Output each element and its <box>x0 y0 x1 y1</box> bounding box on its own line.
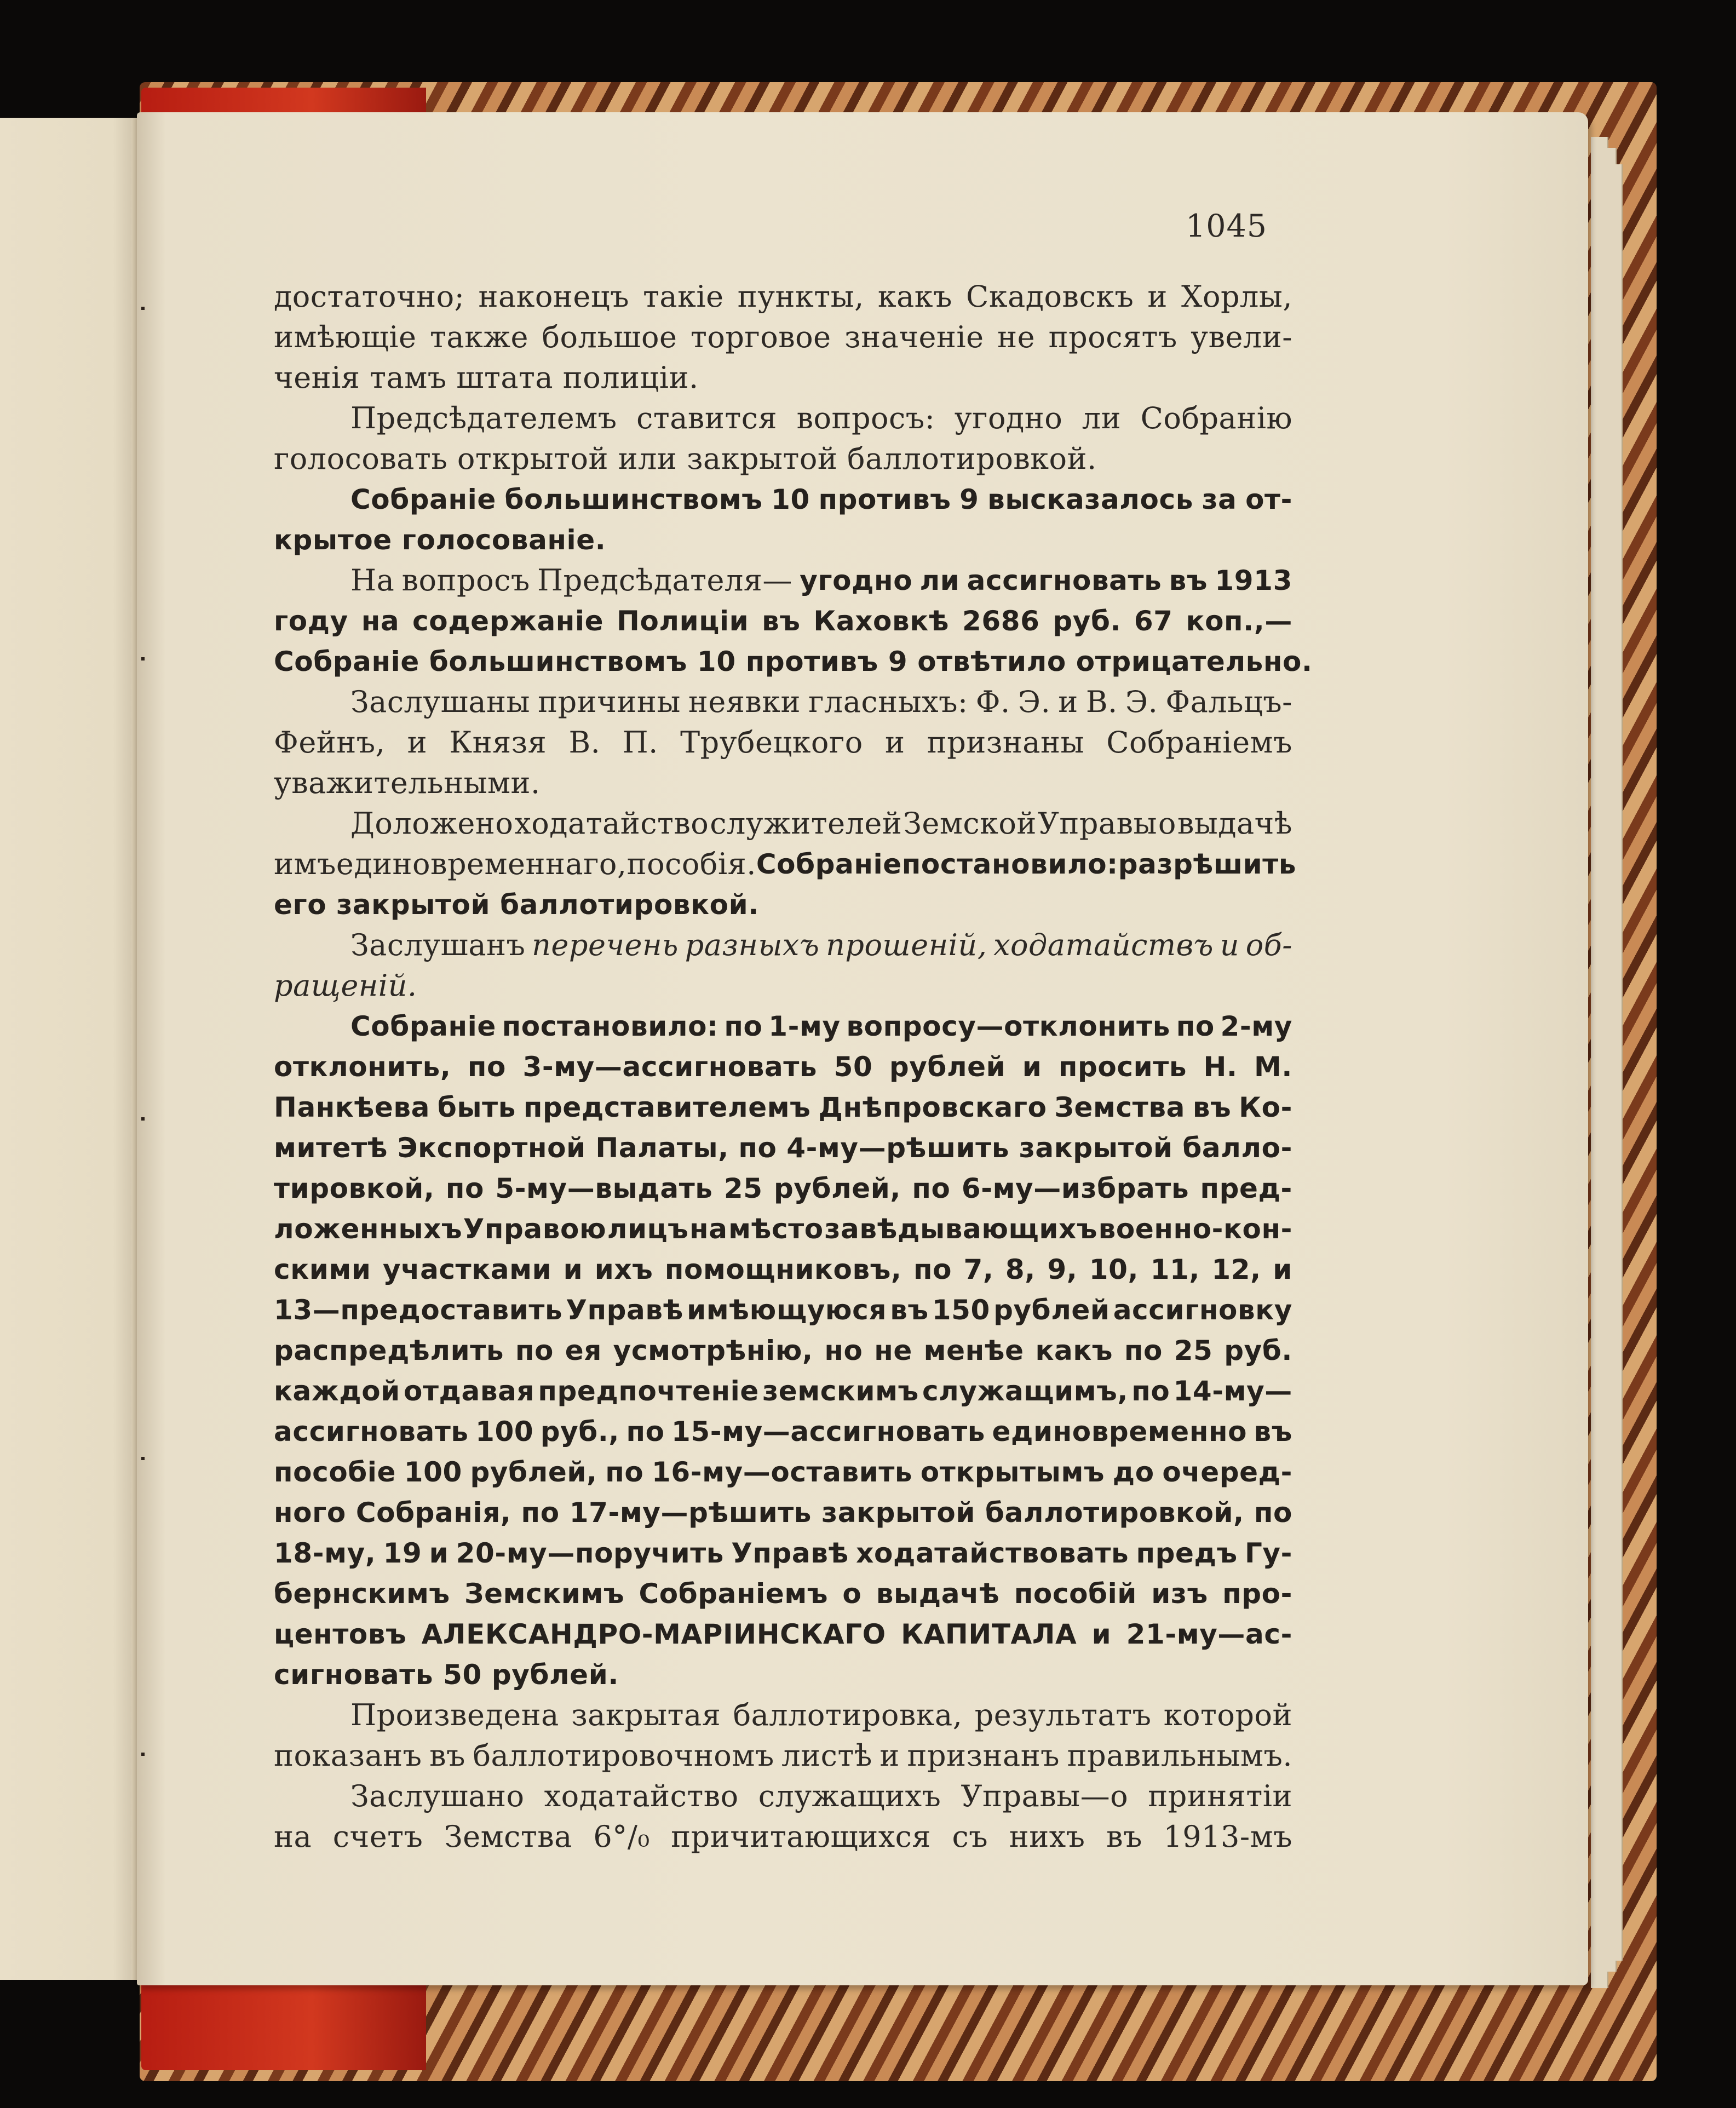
word: военно-кон- <box>1098 1213 1292 1245</box>
word: очеред- <box>1162 1456 1292 1488</box>
word: П. <box>622 725 658 760</box>
word: каждой <box>274 1375 400 1407</box>
word: за <box>1202 484 1237 515</box>
text-line <box>274 277 1292 317</box>
word: быть <box>437 1092 516 1123</box>
word: 11, <box>1150 1254 1200 1285</box>
word: 50 <box>833 1051 873 1083</box>
word: Трубецкого <box>680 725 863 760</box>
word: Фейнъ, <box>274 725 386 760</box>
word: на <box>274 1819 312 1854</box>
word: лицъ <box>607 1213 689 1245</box>
word: по <box>515 1335 554 1366</box>
word: ставится <box>636 401 778 435</box>
word: въ <box>762 605 801 637</box>
word: по <box>467 1051 506 1083</box>
word: Земства <box>444 1819 572 1854</box>
word: въ <box>890 1294 929 1326</box>
word: Гу- <box>1244 1537 1292 1569</box>
word: центовъ <box>274 1618 407 1650</box>
word: имѣющуюся <box>687 1294 887 1326</box>
word: по <box>1254 1497 1292 1529</box>
word: менѣе <box>923 1335 1024 1366</box>
word: Экспортной <box>397 1132 586 1164</box>
word: и <box>885 725 905 760</box>
word: В. <box>568 725 601 760</box>
word: ходатайствовать <box>856 1537 1129 1569</box>
word: на <box>689 1213 728 1245</box>
body-text <box>274 277 1313 1857</box>
word: мѣсто <box>728 1213 824 1245</box>
text-line <box>274 1695 1292 1736</box>
text-line <box>274 1249 1292 1290</box>
word: и <box>429 1537 449 1569</box>
word: въ <box>1254 1416 1292 1448</box>
word: единовременно <box>992 1416 1248 1448</box>
word: На <box>350 563 395 598</box>
word: Князя <box>449 725 547 760</box>
word: ходатайство <box>514 806 709 841</box>
word: Палаты, <box>595 1132 729 1164</box>
word: баллотировкой, <box>985 1497 1244 1529</box>
text-line <box>274 439 1292 479</box>
word: большое <box>542 320 677 354</box>
word: признанъ <box>907 1738 1060 1773</box>
word: участками <box>382 1254 552 1285</box>
text-line <box>274 1573 1292 1614</box>
word: по <box>1176 1010 1215 1042</box>
word: гласныхъ: <box>808 685 968 719</box>
text-line <box>274 1736 1292 1776</box>
word: 19 <box>383 1537 422 1569</box>
word: представителемъ <box>523 1092 811 1123</box>
word: листѣ <box>781 1738 872 1773</box>
word: большинствомъ <box>504 484 763 515</box>
text-line <box>274 925 1292 966</box>
binding-thread <box>141 1117 145 1121</box>
word: просить <box>1058 1051 1187 1083</box>
word: имѣющіе <box>274 320 417 354</box>
word: ного <box>274 1497 346 1529</box>
word: Собраніемъ <box>639 1578 829 1610</box>
word: пособія. <box>626 847 756 881</box>
word: закрытая <box>571 1698 721 1732</box>
binding-thread <box>141 307 145 310</box>
word: Управою <box>463 1213 607 1245</box>
word: служащихъ <box>758 1779 941 1813</box>
text-line <box>274 884 1292 925</box>
text-line <box>274 1209 1292 1249</box>
word: разрѣшить <box>1118 848 1297 880</box>
word: постановило: <box>901 848 1118 880</box>
previous-page <box>0 118 141 1980</box>
text-line <box>274 763 1292 803</box>
word: Ф. <box>975 685 1010 719</box>
word: 1-му <box>768 1010 841 1042</box>
word: 6°/₀ <box>593 1819 650 1854</box>
word: перечень <box>532 928 679 962</box>
word: про- <box>1222 1578 1292 1610</box>
word: 67 <box>1134 605 1173 637</box>
word: усмотрѣнію, <box>613 1335 813 1366</box>
word: признаны <box>927 725 1084 760</box>
word: ассигновать <box>274 1416 469 1448</box>
word: принятіи <box>1148 1779 1292 1813</box>
word: Э. <box>1125 685 1158 719</box>
word: отклонить, <box>274 1051 451 1083</box>
word: 12, <box>1211 1254 1261 1285</box>
word: не <box>874 1335 912 1366</box>
word: и <box>1220 928 1240 962</box>
word: содержаніе <box>412 605 604 637</box>
text-line <box>274 479 1292 520</box>
word: по <box>724 1010 763 1042</box>
word: митетѣ <box>274 1132 388 1164</box>
text-line <box>274 844 1297 884</box>
word: съ <box>952 1819 988 1854</box>
word: рублей, <box>470 1456 597 1488</box>
word: пункты, <box>737 279 864 314</box>
word: неявки <box>688 685 801 719</box>
word: на <box>361 605 400 637</box>
text-line <box>274 358 1292 398</box>
word: Управы <box>1037 806 1157 841</box>
word: рублей, <box>773 1173 901 1204</box>
word: рублей <box>889 1051 1006 1083</box>
word: разныхъ <box>685 928 820 962</box>
word: правильнымъ. <box>1067 1738 1292 1773</box>
word: Фальцъ- <box>1165 685 1292 719</box>
word: М. <box>1254 1051 1292 1083</box>
word: 8, <box>1005 1254 1036 1285</box>
word: просятъ <box>1048 320 1177 354</box>
word: выдачѣ <box>1177 806 1292 841</box>
binding-thread <box>141 657 145 660</box>
word: о <box>1158 806 1176 841</box>
text-line <box>274 398 1292 439</box>
word: изъ <box>1151 1578 1208 1610</box>
word: въ <box>1106 1819 1142 1854</box>
text-line <box>274 1290 1292 1330</box>
word: не <box>997 320 1036 354</box>
word: 25 <box>1174 1335 1213 1366</box>
word: также <box>430 320 528 354</box>
word: 100 <box>404 1456 462 1488</box>
word: вопросъ <box>401 563 530 598</box>
page-number: 1045 <box>1186 208 1268 244</box>
word: торговое <box>690 320 831 354</box>
text-line <box>274 601 1292 641</box>
word: уважительными. <box>274 766 541 800</box>
text-line <box>274 1411 1292 1452</box>
word: вопросъ: <box>796 401 935 435</box>
word: завѣдывающихъ <box>824 1213 1098 1245</box>
word: 15-му—ассигновать <box>671 1416 986 1448</box>
word: баллотировочномъ <box>473 1738 774 1773</box>
text-line <box>274 1371 1292 1411</box>
word: Скадовскъ <box>966 279 1134 314</box>
text-line <box>274 1452 1292 1492</box>
word: выдачѣ <box>876 1578 1000 1610</box>
word: 3-му—ассигновать <box>522 1051 818 1083</box>
word: рублей <box>993 1294 1110 1326</box>
word: ченія тамъ штата полиціи. <box>274 360 699 395</box>
word: по <box>1131 1375 1170 1407</box>
word: помощниковъ, <box>664 1254 902 1285</box>
word: балло- <box>1182 1132 1292 1164</box>
word: Днѣпровскаго <box>818 1092 1047 1123</box>
binding-thread <box>141 1753 145 1756</box>
word: Земской <box>903 806 1037 841</box>
word: Каховкѣ <box>813 605 950 637</box>
word: 6-му—избрать <box>961 1173 1189 1204</box>
word: Н. <box>1203 1051 1238 1083</box>
word: 16-му—оставить <box>651 1456 913 1488</box>
word: Собранію <box>1140 401 1292 435</box>
text-line <box>274 682 1292 722</box>
word: Панкѣева <box>274 1092 430 1123</box>
word: 13—предоставить <box>274 1294 563 1326</box>
word: его закрытой баллотировкой. <box>274 889 759 921</box>
word: достаточно; <box>274 279 465 314</box>
word: АЛЕКСАНДРО-МАРІИНСКАГО <box>421 1618 886 1650</box>
text-line <box>274 722 1292 763</box>
word: 100 <box>475 1416 534 1448</box>
word: въ <box>1169 565 1208 596</box>
word: сигновать 50 рублей. <box>274 1659 619 1691</box>
word: об- <box>1245 928 1292 962</box>
word: счетъ <box>332 1819 423 1854</box>
word: Собраніе <box>350 484 496 515</box>
word: по <box>912 1173 951 1204</box>
word: Хорлы, <box>1181 279 1292 314</box>
word: пособіе <box>274 1456 396 1488</box>
word: Управѣ <box>566 1294 684 1326</box>
word: руб. <box>1053 605 1122 637</box>
text-line <box>274 1047 1292 1087</box>
word: 21-му—ас- <box>1126 1618 1292 1650</box>
text-line <box>274 1817 1292 1857</box>
word: 10 <box>771 484 810 515</box>
word: от- <box>1245 484 1292 515</box>
word: году <box>274 605 348 637</box>
word: земскимъ <box>762 1375 919 1407</box>
word: Земства <box>1054 1092 1185 1123</box>
word: коп.,— <box>1186 605 1292 637</box>
word: въ <box>1192 1092 1232 1123</box>
word: Собраніе <box>756 848 902 880</box>
word: бернскимъ <box>274 1578 450 1610</box>
text-line <box>274 317 1292 358</box>
word: крытое голосованіе. <box>274 524 606 556</box>
word: руб. <box>1224 1335 1292 1366</box>
word: Собраніе <box>350 1010 496 1042</box>
word: и <box>1058 685 1078 719</box>
word: результатъ <box>974 1698 1152 1732</box>
text-line <box>274 1533 1292 1573</box>
word: Предсѣдателя— <box>537 563 792 598</box>
word: Заслушаны <box>350 685 531 719</box>
text-line <box>274 641 1313 682</box>
word: единовременнаго, <box>336 847 627 881</box>
word: угодно <box>954 401 1063 435</box>
word: Ко- <box>1239 1092 1292 1123</box>
word: ходатайство <box>544 1779 739 1813</box>
word: закрытой <box>821 1497 975 1529</box>
word: по <box>913 1254 952 1285</box>
text-line <box>274 1655 1292 1695</box>
word: ходатайствъ <box>993 928 1214 962</box>
word: и <box>880 1738 900 1773</box>
page-edge <box>1607 164 1623 1961</box>
word: противъ <box>818 484 951 515</box>
word: 2-му <box>1220 1010 1292 1042</box>
word: Полиціи <box>617 605 749 637</box>
word: ихъ <box>594 1254 653 1285</box>
word: и <box>407 725 428 760</box>
word: 25 <box>723 1173 763 1204</box>
text-line <box>274 560 1292 601</box>
word: угодно <box>800 565 913 596</box>
word: распредѣлить <box>274 1335 504 1366</box>
word: Управы—о <box>961 1779 1129 1813</box>
word: Собраніе большинствомъ 10 противъ 9 отвѣтило отрицательно. <box>274 646 1313 677</box>
word: и <box>563 1254 583 1285</box>
word: руб., <box>540 1416 619 1448</box>
word: ассигновать <box>967 565 1162 596</box>
word: прошеній, <box>826 928 987 962</box>
word: по <box>626 1416 665 1448</box>
text-line <box>274 1006 1292 1047</box>
word: 7, <box>963 1254 994 1285</box>
text-line <box>274 1776 1292 1817</box>
word: отдавая <box>404 1375 535 1407</box>
word: Предсѣдателемъ <box>350 401 617 435</box>
word: показанъ <box>274 1738 422 1773</box>
word: ложенныхъ <box>274 1213 463 1245</box>
text-line <box>274 520 1292 560</box>
word: увели- <box>1191 320 1292 354</box>
word: служащимъ, <box>922 1375 1129 1407</box>
word: 9, <box>1047 1254 1078 1285</box>
word: ассигновку <box>1113 1294 1292 1326</box>
word: Доложено <box>350 806 514 841</box>
word: открытымъ <box>920 1456 1105 1488</box>
word: ли <box>919 565 960 596</box>
word: 4-му—рѣшить <box>786 1132 1010 1164</box>
word: В. <box>1085 685 1118 719</box>
word: значеніе <box>844 320 984 354</box>
word: 5-му—выдать <box>495 1173 713 1204</box>
text-line <box>274 1330 1292 1371</box>
word: Заслушано <box>350 1779 525 1813</box>
word: и <box>1273 1254 1292 1285</box>
word: 17-му—рѣшить <box>569 1497 812 1529</box>
word: ея <box>565 1335 602 1366</box>
word: причины <box>538 685 681 719</box>
word: 2686 <box>962 605 1040 637</box>
word: 20-му—поручить <box>456 1537 724 1569</box>
word: КАПИТАЛА <box>901 1618 1077 1650</box>
word: Произведена <box>350 1698 559 1732</box>
word: скими <box>274 1254 371 1285</box>
word: 18-му, <box>274 1537 376 1569</box>
word: закрытой <box>1019 1132 1173 1164</box>
word: ли <box>1082 401 1122 435</box>
word: какъ <box>877 279 952 314</box>
word: наконецъ <box>478 279 629 314</box>
word: Э. <box>1018 685 1051 719</box>
word: о <box>842 1578 862 1610</box>
word: по <box>1124 1335 1163 1366</box>
word: голосовать открытой или закрытой баллотировкой. <box>274 441 1097 476</box>
word: 150 <box>932 1294 990 1326</box>
word: тировкой, <box>274 1173 435 1204</box>
text-line <box>274 1492 1292 1533</box>
word: 14-му— <box>1173 1375 1292 1407</box>
word: пособій <box>1014 1578 1137 1610</box>
word: въ <box>429 1738 465 1773</box>
word: предъ <box>1136 1537 1238 1569</box>
word: по <box>738 1132 777 1164</box>
word: нихъ <box>1009 1819 1085 1854</box>
text-line <box>274 803 1292 844</box>
word: баллотировка, <box>733 1698 963 1732</box>
text-line <box>274 1168 1292 1209</box>
text-line <box>274 966 1292 1006</box>
word: вопросу—отклонить <box>846 1010 1170 1042</box>
word: постановило: <box>502 1010 718 1042</box>
word: Собранія, <box>355 1497 511 1529</box>
text-line <box>274 1128 1292 1168</box>
word: Собраніемъ <box>1106 725 1292 760</box>
word: Заслушанъ <box>350 928 526 962</box>
word: какъ <box>1035 1335 1113 1366</box>
word: которой <box>1163 1698 1292 1732</box>
word: причитающихся <box>671 1819 931 1854</box>
word: 9 <box>959 484 979 515</box>
word: высказалось <box>987 484 1193 515</box>
word: Управѣ <box>731 1537 849 1569</box>
word: пред- <box>1200 1173 1292 1204</box>
word: ращеній. <box>274 968 417 1003</box>
word: но <box>824 1335 863 1366</box>
word: и <box>1147 279 1168 314</box>
word: 10, <box>1089 1254 1139 1285</box>
word: до <box>1112 1456 1154 1488</box>
word: и <box>1091 1618 1112 1650</box>
word: предпочтеніе <box>538 1375 759 1407</box>
word: и <box>1022 1051 1042 1083</box>
word: по <box>605 1456 644 1488</box>
word: имъ <box>274 847 336 881</box>
binding-thread <box>141 1457 145 1460</box>
text-line <box>274 1087 1292 1128</box>
word: Земскимъ <box>464 1578 625 1610</box>
word: 1913 <box>1215 565 1292 596</box>
word: по <box>521 1497 560 1529</box>
word: по <box>445 1173 484 1204</box>
word: такіе <box>643 279 724 314</box>
text-line <box>274 1614 1292 1655</box>
word: служителей <box>710 806 903 841</box>
word: 1913-мъ <box>1163 1819 1292 1854</box>
